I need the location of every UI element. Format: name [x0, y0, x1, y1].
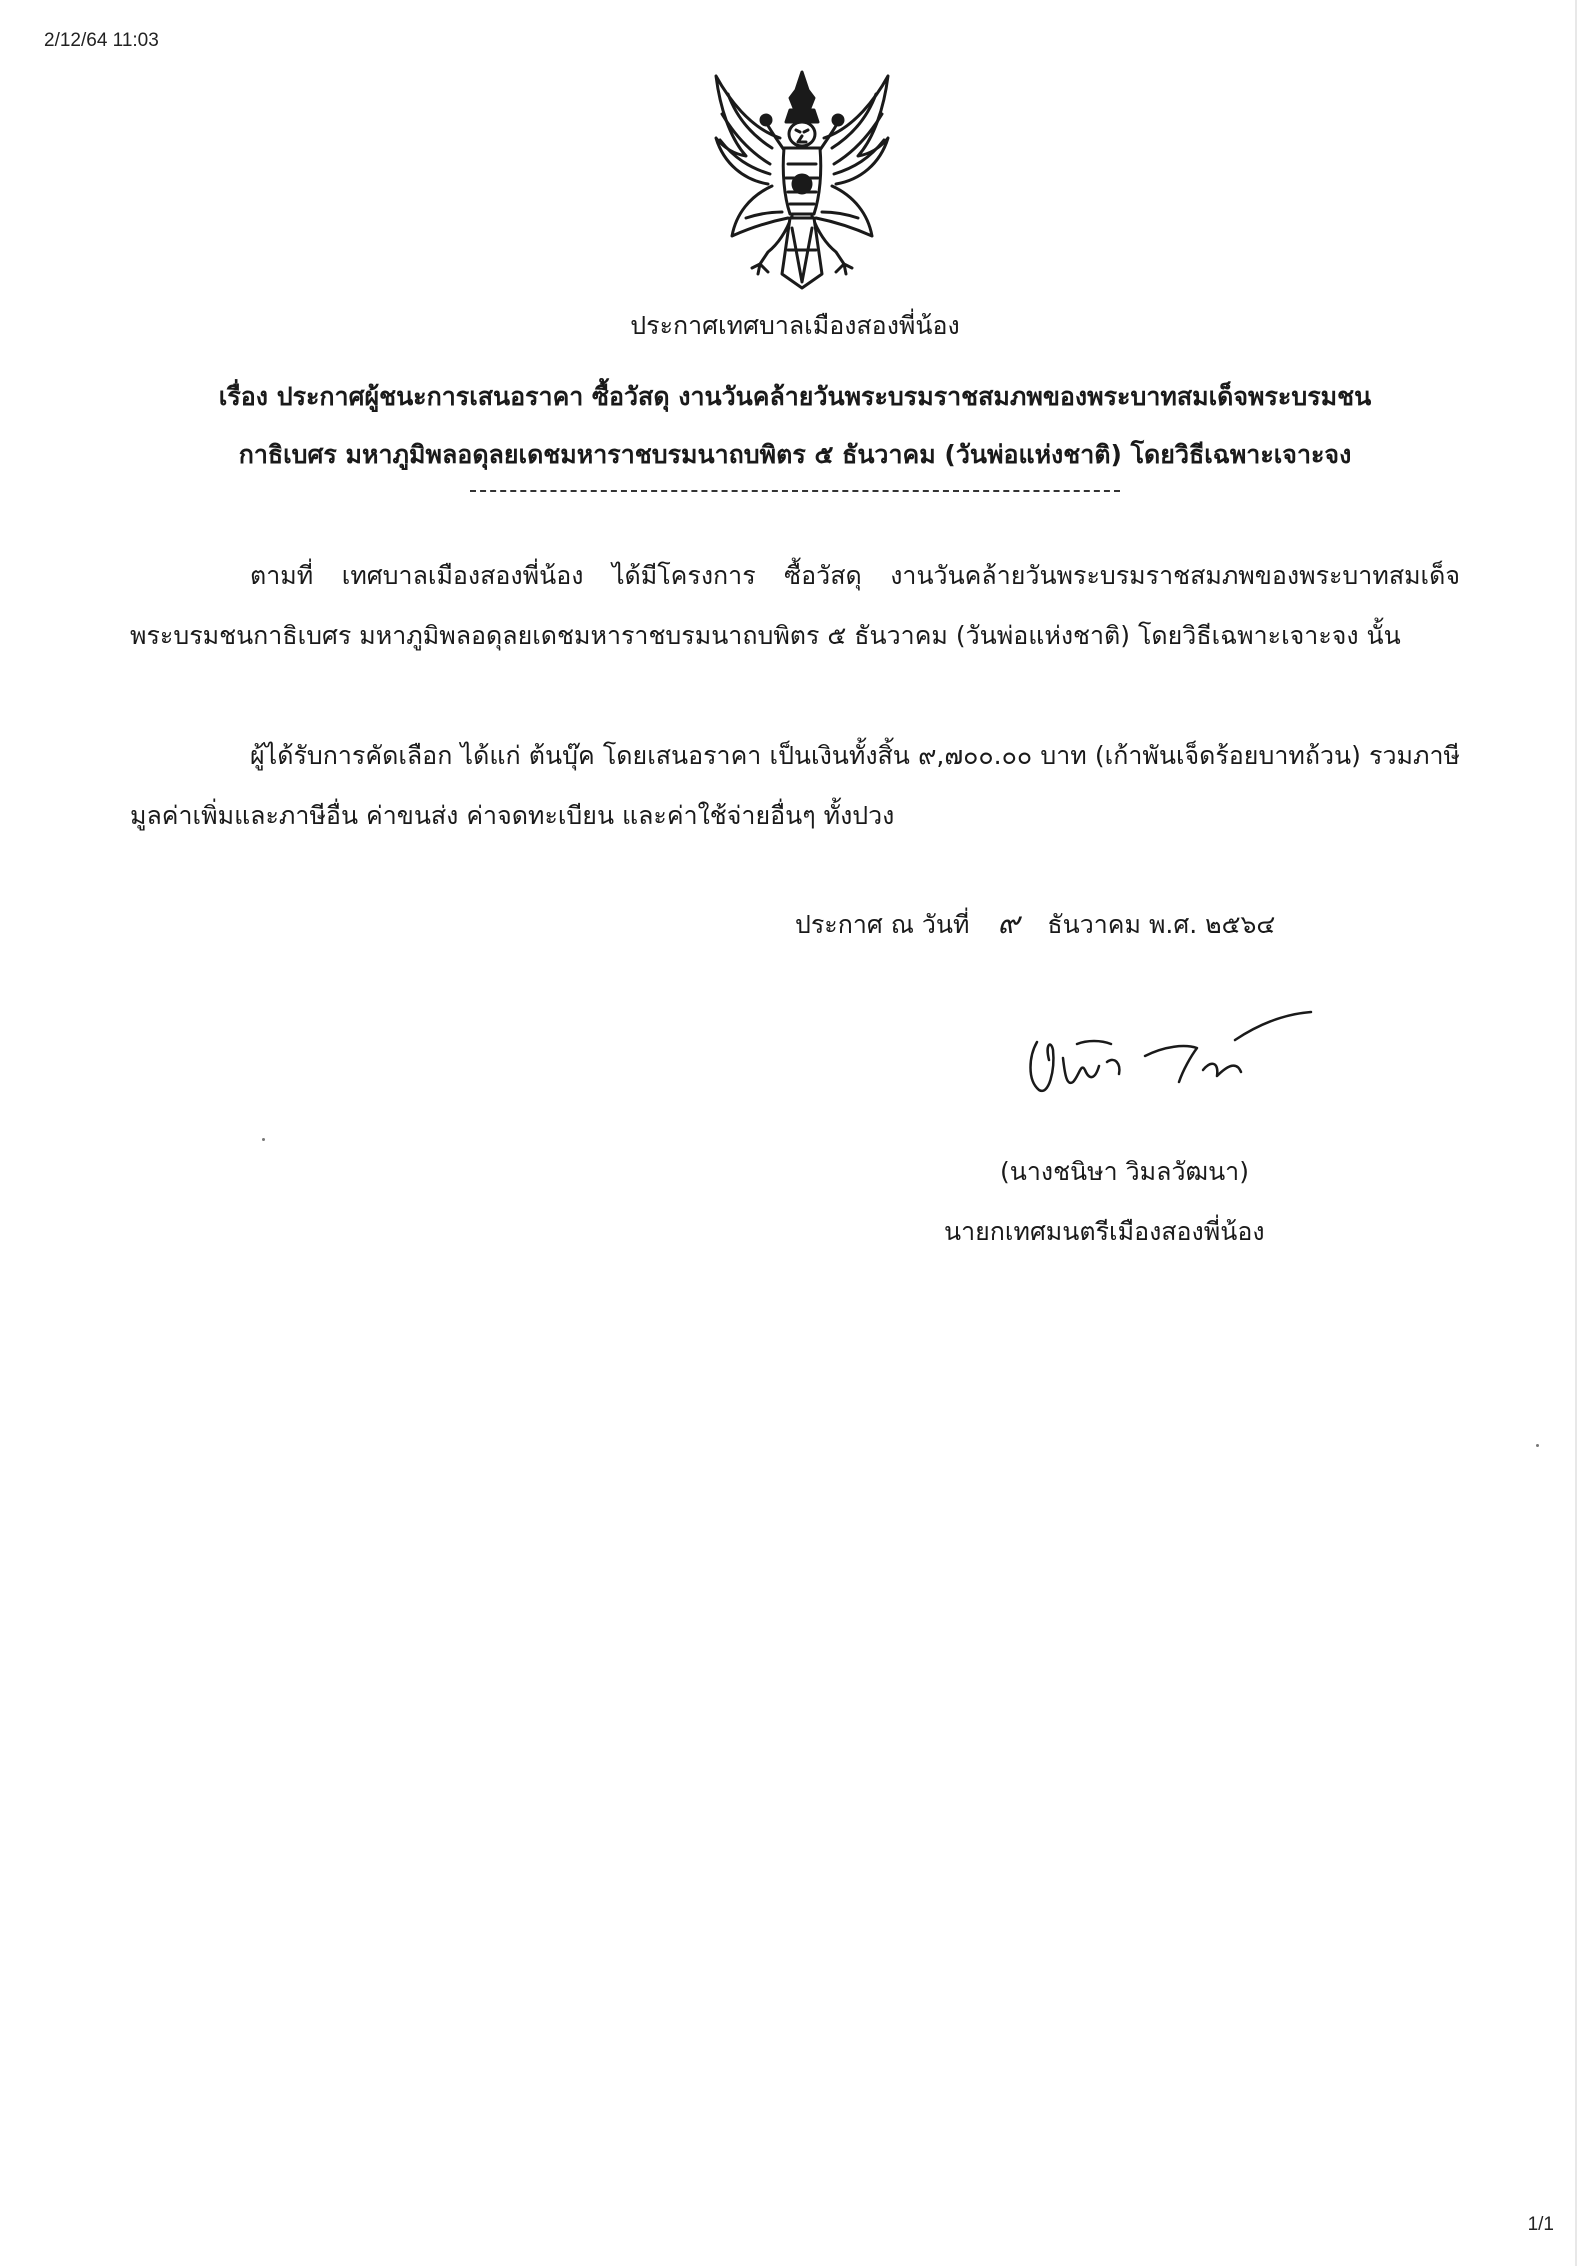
signer-name: (นางชนิษา วิมลวัฒนา)	[1000, 1157, 1249, 1186]
document-subject	[120, 368, 1470, 484]
document-org-title: ประกาศเทศบาลเมืองสองพี่น้อง	[630, 311, 960, 340]
handwritten-signature-icon	[1015, 1000, 1315, 1110]
subject-line-2: กาธิเบศร มหาภูมิพลอดุลยเดชมหาราชบรมนาถบพิตร ๕ ธันวาคม (วันพ่อแห่งชาติ) โดยวิธีเฉพาะเจาะจง	[238, 440, 1352, 469]
garuda-emblem-icon	[710, 68, 894, 292]
scan-speck	[1536, 1444, 1539, 1447]
page-indicator: 1/1	[1527, 2214, 1554, 2235]
print-timestamp: 2/12/64 11:03	[44, 30, 159, 51]
date-suffix: ธันวาคม พ.ศ. ๒๕๖๔	[1047, 910, 1276, 939]
section-divider	[470, 490, 1120, 492]
scan-edge	[1575, 0, 1577, 2266]
announcement-date	[795, 900, 1275, 947]
scan-speck	[262, 1138, 265, 1141]
signer-title: นายกเทศมนตรีเมืองสองพี่น้อง	[944, 1217, 1265, 1246]
body-paragraph-2: ผู้ได้รับการคัดเลือก ได้แก่ ต้นบุ๊ค โดยเสนอราคา เป็นเงินทั้งสิ้น ๙,๗๐๐.๐๐ บาท (เก้าพันเจ็ดร้อยบาทถ้วน) รวมภาษีมูลค่าเพิ่มและภาษีอื่น ค่าขนส่ง ค่าจดทะเบียน และค่าใช้จ่ายอื่นๆ ทั้งปวง	[130, 741, 1460, 830]
date-prefix: ประกาศ ณ วันที่	[795, 910, 970, 939]
date-day-handwritten: ๙	[997, 906, 1020, 941]
body-paragraph-1: ตามที่ เทศบาลเมืองสองพี่น้อง ได้มีโครงการ ซื้อวัสดุ งานวันคล้ายวันพระบรมราชสมภพของพระบาทสมเด็จพระบรมชนกาธิเบศร มหาภูมิพลอดุลยเดชมหาราชบรมนาถบพิตร ๕ ธันวาคม (วันพ่อแห่งชาติ) โดยวิธีเฉพาะเจาะจง นั้น	[130, 561, 1460, 650]
subject-line-1: เรื่อง ประกาศผู้ชนะการเสนอราคา ซื้อวัสดุ งานวันคล้ายวันพระบรมราชสมภพของพระบาทสมเด็จพระบรมชน	[218, 382, 1372, 411]
